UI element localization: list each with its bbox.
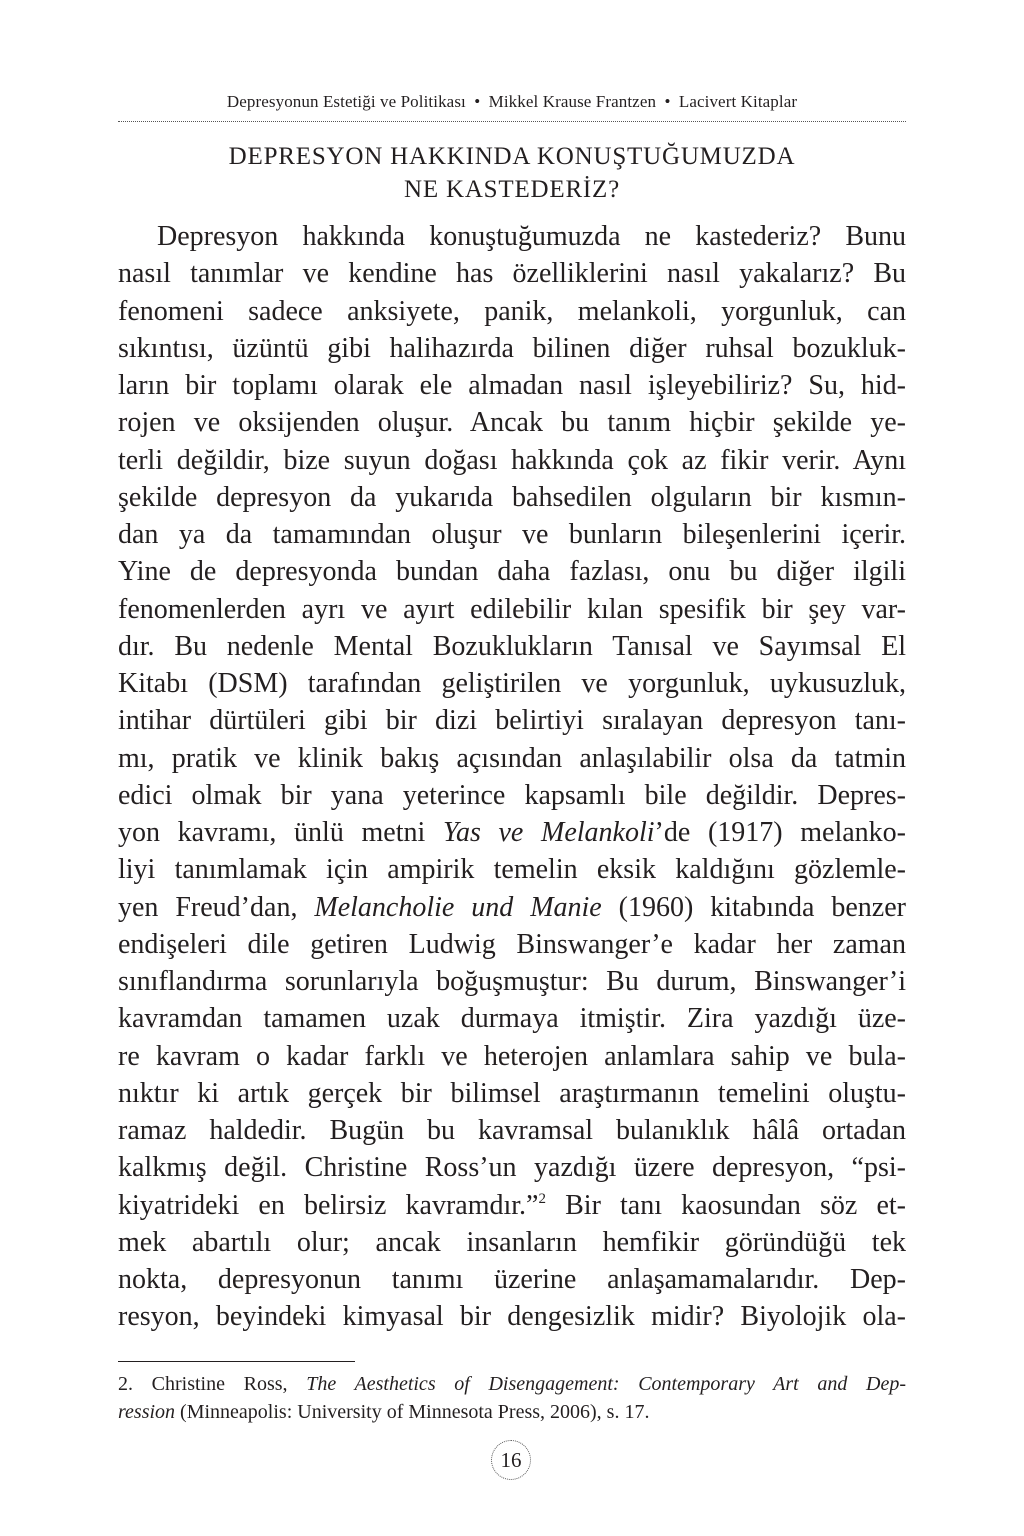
body-line: dır. Bu nedenle Mental Bozuklukların Tanısal ve Sayımsal El <box>118 630 906 662</box>
running-head-separator: • <box>474 92 481 111</box>
running-head <box>118 92 906 112</box>
footnote-publication: (Minneapolis: University of Minnesota Press, 2006), s. 17. <box>180 1401 650 1423</box>
body-line: Yine de depresyonda bundan daha fazlası, onu bu diğer ilgili <box>118 556 906 588</box>
footnote-line <box>118 1370 906 1398</box>
body-text-run: yen Freud’dan, <box>118 891 315 923</box>
footnote-rule <box>118 1361 355 1362</box>
body-line: nasıl tanımlar ve kendine has özelliklerini nasıl yakalarız? Bu <box>118 258 906 290</box>
running-head-author: Mikkel Krause Frantzen <box>488 92 657 111</box>
body-line: Depresyon hakkında konuştuğumuzda ne kastederiz? Bunu <box>157 221 906 252</box>
body-line: edici olmak bir yana yeterince kapsamlı bile değildir. Depres- <box>118 779 906 811</box>
body-line: ların bir toplamı olarak ele almadan nasıl işleyebiliriz? Su, hid- <box>118 370 906 401</box>
footnote-line <box>118 1398 906 1426</box>
chapter-title-line: NE KASTEDERİZ? <box>403 176 621 203</box>
body-text-run: kiyatrideki en belirsiz kavramdır.” <box>118 1189 539 1221</box>
running-head-dotted-rule <box>118 121 906 122</box>
page-number: 16 <box>491 1440 531 1480</box>
body-line: ramaz haldedir. Bugün bu kavramsal bulanıklık hâlâ ortadan <box>118 1115 906 1146</box>
body-line: rojen ve oksijenden oluşur. Ancak bu tanım hiçbir şekilde ye- <box>118 407 906 439</box>
footnote-title-italic: The Aesthetics of Disengagement: Contemporary Art and Dep- <box>306 1373 906 1395</box>
cited-title-italic: Melancholie und Manie <box>314 891 602 923</box>
body-text-run: Bir tanı kaosundan söz et- <box>545 1189 907 1221</box>
running-head-separator: • <box>664 92 671 111</box>
body-line: liyi tanımlamak için ampirik temelin eksik kaldığını gözlemle- <box>118 854 906 886</box>
body-line: kalkmış değil. Christine Ross’un yazdığı üzere depresyon, “psi- <box>118 1152 906 1184</box>
body-line: resyon, beyindeki kimyasal bir dengesizlik midir? Biyolojik ola- <box>118 1301 906 1333</box>
body-line: şekilde depresyon da yukarıda bahsedilen olguların bir kısmın- <box>118 481 906 513</box>
body-line: kavramdan tamamen uzak durmaya itmiştir. Zira yazdığı üze- <box>118 1003 906 1035</box>
body-line: terli değildir, bize suyun doğası hakkında çok az fikir verir. Aynı <box>118 444 906 476</box>
body-line: mı, pratik ve klinik bakış açısından anlaşılabilir olsa da tatmin <box>118 742 906 774</box>
body-line: endişeleri dile getiren Ludwig Binswanger’e kadar her zaman <box>118 928 906 960</box>
body-line: nıktır ki artık gerçek bir bilimsel araştırmanın temelini oluştu- <box>118 1077 906 1109</box>
body-line: dan ya da tamamından oluşur ve bunların bileşenlerini içerir. <box>118 519 906 550</box>
body-line <box>118 889 906 926</box>
body-line: fenomeni sadece anksiyete, panik, melankoli, yorgunluk, can <box>118 295 906 327</box>
footnote <box>118 1370 906 1426</box>
body-text-run: (1960) kitabında benzer <box>601 891 906 923</box>
footnote-author: Christine Ross, <box>151 1373 288 1395</box>
body-line: nokta, depresyonun tanımı üzerine anlaşamamalarıdır. Dep- <box>118 1264 906 1295</box>
body-line: re kavram o kadar farklı ve heterojen anlamlara sahip ve bula- <box>118 1040 906 1072</box>
running-head-publisher: Lacivert Kitaplar <box>678 92 798 111</box>
footnote-number: 2. <box>118 1373 133 1395</box>
running-head-book-title: Depresyonun Estetiği ve Politikası <box>226 92 466 111</box>
body-line <box>118 814 906 851</box>
body-text-run: ’de (1917) melanko- <box>654 817 906 848</box>
body-line: sınıflandırma sorunlarıyla boğuşmuştur: Bu durum, Binswanger’i <box>118 966 906 997</box>
body-text-run: yon kavramı, ünlü metni <box>118 817 443 848</box>
chapter-title-line: DEPRESYON HAKKINDA KONUŞTUĞUMUZDA <box>228 143 796 170</box>
body-line: Kitabı (DSM) tarafından geliştirilen ve yorgunluk, uykusuzluk, <box>118 668 906 699</box>
body-line <box>118 1187 906 1224</box>
cited-title-italic: Yas ve Melankoli <box>442 817 655 848</box>
body-line: intihar dürtüleri gibi bir dizi belirtiyi sıralayan depresyon tanı- <box>118 705 906 737</box>
body-line: sıkıntısı, üzüntü gibi halihazırda bilinen diğer ruhsal bozukluk- <box>118 332 906 364</box>
chapter-title <box>118 140 906 206</box>
footnote-reference: 2 <box>538 1190 546 1207</box>
body-line: mek abartılı olur; ancak insanların hemfikir göründüğü tek <box>118 1226 906 1258</box>
body-text <box>118 218 906 1336</box>
footnote-title-italic: ression <box>118 1401 176 1423</box>
body-line: fenomenlerden ayrı ve ayırt edilebilir kılan spesifik bir şey var- <box>118 593 906 625</box>
